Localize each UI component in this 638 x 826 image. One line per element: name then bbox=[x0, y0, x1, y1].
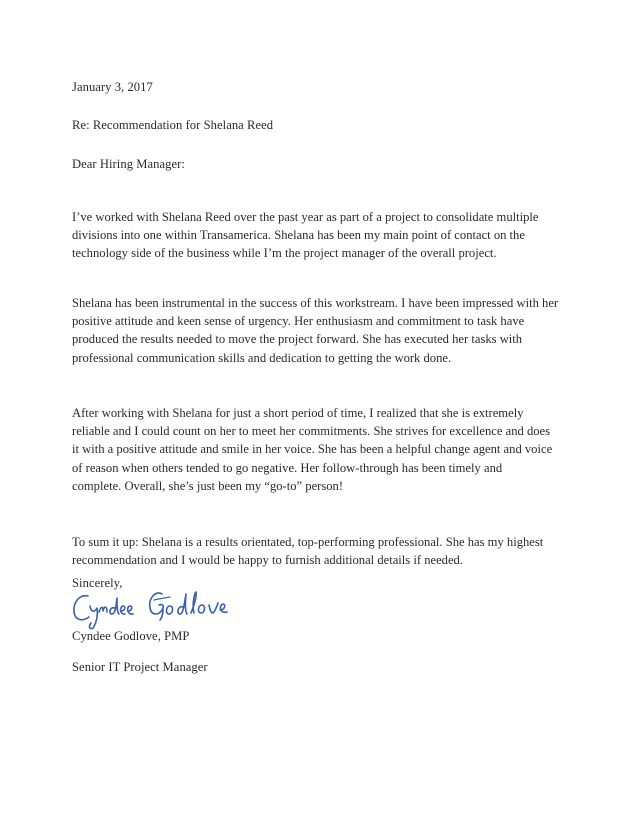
letter-closing: Sincerely, bbox=[72, 576, 123, 590]
body-paragraph-2 bbox=[72, 294, 572, 367]
paragraph-line: produced the results needed to move the project forward. She has executed her tasks with bbox=[72, 332, 523, 347]
paragraph-line: recommendation and I would be happy to furnish additional details if needed. bbox=[72, 553, 463, 568]
paragraph-line: reliable and I could count on her to meet her commitments. She strives for excellence and does bbox=[72, 424, 551, 439]
signer-title: Senior IT Project Manager bbox=[72, 660, 208, 674]
paragraph-line: positive attitude and keen sense of urgency. Her enthusiasm and commitment to task have bbox=[72, 314, 525, 329]
paragraph-line: technology side of the business while I’m the project manager of the overall project. bbox=[72, 246, 497, 261]
signer-name: Cyndee Godlove, PMP bbox=[72, 629, 190, 643]
paragraph-line: it with a positive attitude and smile in her voice. She has been a helpful change agent and voice bbox=[72, 442, 553, 457]
paragraph-line: divisions into one within Transamerica. Shelana has been my main point of contact on the bbox=[72, 228, 525, 243]
paragraph-line: complete. Overall, she’s just been my “go-to” person! bbox=[72, 478, 344, 493]
body-paragraph-3 bbox=[72, 404, 572, 495]
paragraph-line: I’ve worked with Shelana Reed over the past year as part of a project to consolidate multiple bbox=[72, 210, 539, 224]
letter-subject: Re: Recommendation for Shelana Reed bbox=[72, 118, 274, 132]
paragraph-line: Shelana has been instrumental in the success of this workstream. I have been impressed with her bbox=[72, 296, 559, 310]
paragraph-line: professional communication skills and dedication to getting the work done. bbox=[72, 350, 452, 365]
paragraph-line: To sum it up: Shelana is a results orientated, top-performing professional. She has my highest bbox=[72, 535, 544, 549]
paragraph-line: of reason when others tended to go negative. Her follow-through has been timely and bbox=[72, 460, 503, 475]
body-paragraph-4 bbox=[72, 533, 572, 569]
paragraph-line: After working with Shelana for just a short period of time, I realized that she is extremely bbox=[72, 406, 524, 420]
handwritten-signature bbox=[70, 584, 270, 630]
letter-salutation: Dear Hiring Manager: bbox=[72, 157, 185, 171]
body-paragraph-1 bbox=[72, 208, 572, 263]
letter-date: January 3, 2017 bbox=[72, 80, 153, 94]
